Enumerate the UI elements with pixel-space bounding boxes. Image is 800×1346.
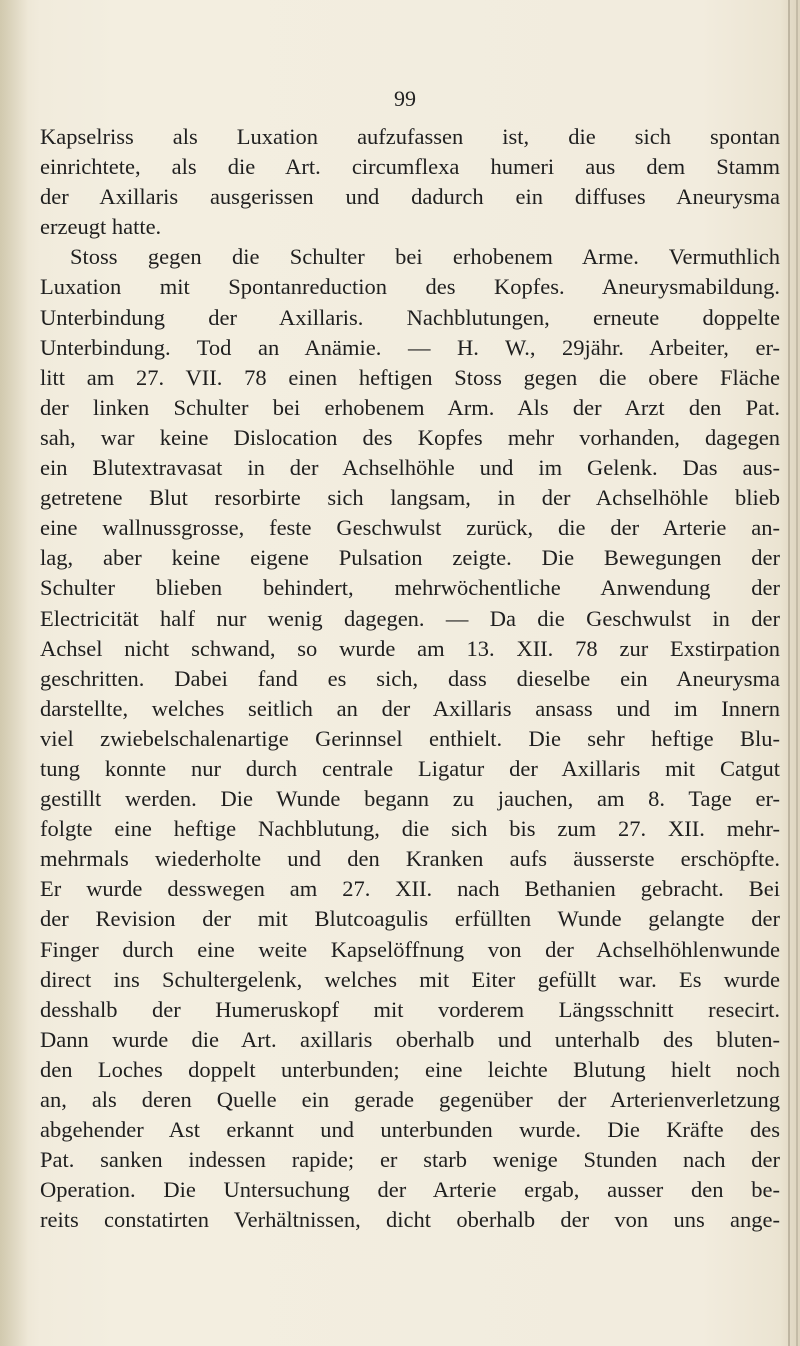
text-line: sah, war keine Dislocation des Kopfes mehr vorhanden, dagegen: [40, 424, 780, 450]
text-line: Operation. Die Untersuchung der Arterie ergab, ausser den be-: [40, 1177, 780, 1203]
text-line: erzeugt hatte.: [40, 214, 162, 240]
text-line: Pat. sanken indessen rapide; er starb wenige Stunden nach der: [40, 1147, 780, 1173]
text-line: Finger durch eine weite Kapselöffnung von der Achselhöhlenwunde: [40, 936, 780, 962]
paragraph-heading-line: Stoss gegen die Schulter bei erhobenem Arme. Vermuthlich: [70, 244, 780, 270]
text-line: mehrmals wiederholte und den Kranken aufs äusserste erschöpfte.: [40, 846, 780, 872]
text-line: desshalb der Humeruskopf mit vorderem Längsschnitt resecirt.: [40, 996, 780, 1022]
text-line: tung konnte nur durch centrale Ligatur der Axillaris mit Catgut: [40, 755, 780, 781]
text-line: litt am 27. VII. 78 einen heftigen Stoss gegen die obere Fläche: [40, 364, 780, 390]
text-line: der linken Schulter bei erhobenem Arm. Als der Arzt den Pat.: [40, 394, 780, 420]
text-line: einrichtete, als die Art. circumflexa humeri aus dem Stamm: [40, 154, 780, 180]
text-line: Unterbindung der Axillaris. Nachblutungen, erneute doppelte: [40, 304, 780, 330]
text-line: der Revision der mit Blutcoagulis erfüllten Wunde gelangte der: [40, 906, 780, 932]
text-line: Unterbindung. Tod an Anämie. — H. W., 29jähr. Arbeiter, er-: [40, 334, 780, 360]
page-edge-line: [788, 0, 790, 1346]
text-line: Er wurde desswegen am 27. XII. nach Bethanien gebracht. Bei: [40, 876, 780, 902]
text-line: an, als deren Quelle ein gerade gegenüber der Arterienverletzung: [40, 1087, 780, 1112]
text-line: gestillt werden. Die Wunde begann zu jauchen, am 8. Tage er-: [40, 786, 780, 812]
text-line: Achsel nicht schwand, so wurde am 13. XII. 78 zur Exstirpation: [40, 635, 780, 661]
text-line: lag, aber keine eigene Pulsation zeigte. Die Bewegungen der: [40, 545, 780, 571]
text-line: eine wallnussgrosse, feste Geschwulst zurück, die der Arterie an-: [40, 515, 780, 541]
text-line: den Loches doppelt unterbunden; eine leichte Blutung hielt noch: [40, 1056, 780, 1082]
body-text: [40, 122, 780, 1235]
text-line: ein Blutextravasat in der Achselhöhle und im Gelenk. Das aus-: [40, 455, 780, 481]
text-line: darstellte, welches seitlich an der Axillaris ansass und im Innern: [40, 695, 780, 721]
text-line: der Axillaris ausgerissen und dadurch ein diffuses Aneurysma: [40, 184, 780, 210]
page-edge-line-outer: [796, 0, 798, 1346]
text-line: getretene Blut resorbirte sich langsam, in der Achselhöhle blieb: [40, 485, 780, 511]
text-line: Electricität half nur wenig dagegen. — Da die Geschwulst in der: [40, 605, 780, 631]
page-number: 99: [394, 86, 416, 111]
text-line: folgte eine heftige Nachblutung, die sich bis zum 27. XII. mehr-: [40, 816, 780, 842]
text-line: direct ins Schultergelenk, welches mit Eiter gefüllt war. Es wurde: [40, 966, 780, 992]
text-line: Dann wurde die Art. axillaris oberhalb und unterhalb des bluten-: [40, 1026, 780, 1052]
text-line: Kapselriss als Luxation aufzufassen ist, die sich spontan: [40, 124, 780, 149]
text-line: Schulter blieben behindert, mehrwöchentliche Anwendung der: [40, 575, 780, 601]
text-line: Luxation mit Spontanreduction des Kopfes. Aneurysmabildung.: [40, 274, 780, 300]
text-line: geschritten. Dabei fand es sich, dass dieselbe ein Aneurysma: [40, 665, 780, 691]
text-line: abgehender Ast erkannt und unterbunden wurde. Die Kräfte des: [40, 1117, 780, 1143]
text-line: viel zwiebelschalenartige Gerinnsel enthielt. Die sehr heftige Blu-: [40, 725, 780, 751]
text-line: reits constatirten Verhältnissen, dicht oberhalb der von uns ange-: [40, 1207, 780, 1233]
page-edge-shadow: [0, 0, 28, 1346]
